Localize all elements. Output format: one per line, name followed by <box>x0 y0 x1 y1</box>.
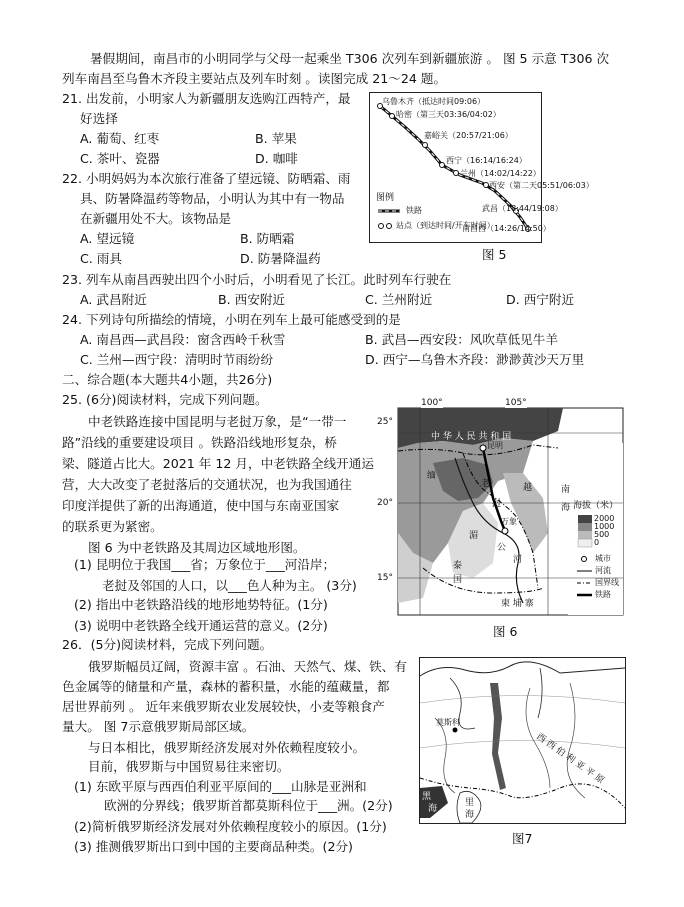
q26-sub-2: (2)简析俄罗斯经济发展对外依赖程度较小的原因。(1分) <box>74 819 387 834</box>
fig6-legend-rail: 铁路 <box>595 590 611 599</box>
fig6-city-vientiane <box>502 528 508 534</box>
q26-sub-3: (3) 推测俄罗斯出口到中国的主要商品种类。(2分) <box>74 839 353 854</box>
station-xian <box>484 183 489 188</box>
q24-option-b: B. 武昌—西安段：风吹草低见牛羊 <box>365 332 558 347</box>
fig6-city-kunming <box>480 445 486 451</box>
fig6-legend-2000 <box>578 515 592 523</box>
fig7-label-caspian-2: 海 <box>465 810 475 820</box>
intro-line-2: 列车南昌至乌鲁木齐段主要站点及列车时刻 。读图完成 21～24 题。 <box>62 71 447 86</box>
fig6-lat-25: 25° <box>377 417 393 427</box>
fig5-legend-rail: 铁路 <box>406 206 422 215</box>
figure-7-russia-map <box>419 657 626 824</box>
q25-sub-1: (1) 昆明位于我国___省；万象位于___河沿岸； <box>74 557 336 572</box>
fig7-label-black-1: 黑 <box>422 792 432 802</box>
fig6-legend-elev-title: 海拔（米） <box>573 501 619 511</box>
fig6-legend-elev-500: 500 <box>594 530 610 539</box>
fig7-label-moscow: 莫斯科 <box>436 718 460 727</box>
fig6-label-nan: 南 <box>561 485 571 495</box>
fig5-label-lanzhou: 兰州（14:02/14:22） <box>460 169 541 178</box>
q25-sub-3: (3) 说明中老铁路全线开通运营的意义。(2分) <box>74 618 328 633</box>
fig7-ural-mountains <box>490 683 506 790</box>
q24-stem: 24. 下列诗句所描绘的情境，小明在列车上最可能感受到的是 <box>62 312 401 327</box>
fig6-lon-100: 100° <box>421 398 443 408</box>
figure-6-caption: 图 6 <box>493 624 518 639</box>
fig6-lat-15: 15° <box>377 573 393 583</box>
q26-sub-1: (1) 东欧平原与西西伯利亚平原间的___山脉是亚洲和 <box>74 779 367 794</box>
q22-stem: 22. 小明妈妈为本次旅行准备了望远镜、防晒霜、雨 <box>62 171 351 186</box>
fig5-label-xining: 西宁（16:14/16:24） <box>446 156 527 165</box>
q23-stem: 23. 列车从南昌西驶出四个小时后，小明看见了长江。此时列车行驶在 <box>62 272 452 287</box>
q26-heading: 26．(5分)阅读材料，完成下列问题。 <box>62 637 273 652</box>
q25-sub-2: (2) 指出中老铁路沿线的地形地势特征。(1分) <box>74 597 328 612</box>
fig6-label-mekong-3: 河 <box>513 555 523 565</box>
station-hami <box>390 114 395 119</box>
fig6-label-vientiane: 万象 <box>501 517 517 526</box>
station-lanzhou <box>454 171 459 176</box>
q23-option-c: C. 兰州附近 <box>365 292 433 307</box>
q23-option-d: D. 西宁附近 <box>506 292 575 307</box>
fig6-label-laos-b: 挝 <box>492 499 502 509</box>
q21-option-c: C. 茶叶、瓷器 <box>80 151 160 166</box>
fig7-label-caspian-1: 里 <box>465 798 475 808</box>
q25-para-3: 梁、隧道占比大。2021 年 12 月，中老铁路全线开通运 <box>62 456 374 471</box>
fig6-legend-elev-2000: 2000 <box>594 514 615 523</box>
q21-stem-cont: 好选择 <box>80 111 118 126</box>
fig6-legend-river: 河流 <box>595 566 611 575</box>
fig5-label-wuchang: 武昌（18:44/19:08） <box>482 204 563 213</box>
q25-sub-1-cont: 老挝及邻国的人口，以___色人种为主。 (3分) <box>102 578 357 593</box>
fig5-label-hami: 哈密（第三天03:36/04:02） <box>396 110 501 119</box>
fig7-label-black-2: 海 <box>428 804 438 814</box>
fig6-label-kunming: 昆明 <box>487 441 503 450</box>
q26-para-1: 俄罗斯幅员辽阔，资源丰富 。石油、天然气、煤、铁、有 <box>88 659 407 674</box>
fig6-legend-city-symbol <box>582 557 587 562</box>
q24-option-a: A. 南昌西—武昌段：窗含西岭千秋雪 <box>80 332 286 347</box>
fig6-lon-105: 105° <box>505 398 527 408</box>
q26-sub-1-cont: 欧洲的分界线；俄罗斯首都莫斯科位于___洲。(2分) <box>104 798 393 813</box>
q25-para-2: 路”沿线的重要建设项目 。铁路沿线地形复杂，桥 <box>62 435 337 450</box>
fig7-city-moscow <box>453 728 458 733</box>
station-xining <box>440 163 445 168</box>
q24-option-c: C. 兰州—西宁段：清明时节雨纷纷 <box>80 352 274 367</box>
fig6-label-hai: 海 <box>561 503 571 513</box>
q26-para-5: 与日本相比，俄罗斯经济发展对外依赖程度较小。 <box>88 740 366 755</box>
fig5-label-urumqi: 乌鲁木齐（抵达时间09:06） <box>382 97 486 106</box>
q21-option-d: D. 咖啡 <box>255 151 298 166</box>
fig6-label-laos-a: 老 <box>481 479 491 489</box>
fig6-label-mekong-2: 公 <box>497 543 507 553</box>
fig6-label-mian: 缅 <box>427 471 437 481</box>
fig5-label-nanchangxi: 南昌西（14:26/14:50） <box>462 224 551 233</box>
fig6-lat-20: 20° <box>377 498 393 508</box>
q25-para-6: 的联系更为紧密。 <box>62 519 163 534</box>
q22-option-a: A. 望远镜 <box>80 231 135 246</box>
fig5-legend-station: 站点（到达时间/开车时间） <box>396 221 495 230</box>
q22-option-b: B. 防晒霜 <box>240 231 295 246</box>
fig6-legend-elev-1000: 1000 <box>594 522 615 531</box>
q25-heading: 25. (6分)阅读材料，完成下列问题。 <box>62 392 268 407</box>
fig6-label-yue: 越 <box>523 483 533 493</box>
fig7-map-svg <box>420 658 625 823</box>
q21-option-b: B. 苹果 <box>255 131 297 146</box>
q26-para-2: 色金属等的储量和产量，森林的蓄积量，水能的蕴藏量，都 <box>62 679 390 694</box>
q22-option-c: C. 雨具 <box>80 251 122 266</box>
legend-station-symbol <box>379 224 384 229</box>
q25-para-4: 营，大大改变了老挝落后的交通状况，也为我国通往 <box>62 477 352 492</box>
q21-option-a: A. 葡萄、红枣 <box>80 131 160 146</box>
q26-para-6: 目前，俄罗斯与中国贸易往来密切。 <box>88 759 290 774</box>
fig6-label-cambodia: 柬 埔 寨 <box>501 599 534 609</box>
figure-7-caption: 图7 <box>512 831 533 846</box>
fig6-label-guo: 国 <box>453 575 463 585</box>
q22-stem-cont2: 在新疆用处不大。该物品是 <box>80 211 232 226</box>
q25-para-1: 中老铁路连接中国昆明与老挝万象，是“一带一 <box>88 414 347 429</box>
q21-stem: 21. 出发前，小明家人为新疆朋友选购江西特产，最 <box>62 91 351 106</box>
q26-para-3: 居世界前列 。 近年来俄罗斯农业发展较快，小麦等粮食产 <box>62 699 385 714</box>
section-2-heading: 二、综合题(本大题共4小题，共26分) <box>62 372 273 387</box>
fig6-label-mekong-1: 湄 <box>469 531 479 541</box>
fig5-legend-title: 图例 <box>376 193 395 203</box>
fig5-label-xian: 西安（第二天05:51/06:03） <box>489 181 594 190</box>
figure-6-terrain-map <box>377 398 623 615</box>
q22-option-d: D. 防暑降温药 <box>240 251 321 266</box>
q24-option-d: D. 西宁—乌鲁木齐段：渺渺黄沙天万里 <box>365 352 585 367</box>
fig5-label-jiayuguan: 嘉峪关（20:57/21:06） <box>424 131 513 140</box>
station-jiayuguan <box>423 143 428 148</box>
figure-5-caption: 图 5 <box>482 247 507 262</box>
figure-5-railway-map <box>369 92 594 243</box>
fig6-label-china: 中 华 人 民 共 和 国 <box>431 432 512 442</box>
fig6-legend-border: 国界线 <box>595 578 619 587</box>
fig6-label-tai: 泰 <box>453 561 463 571</box>
fig6-legend-city: 城市 <box>595 554 611 563</box>
q26-para-4: 量大。 图 7示意俄罗斯局部区域。 <box>62 719 255 734</box>
q25-para-7: 图 6 为中老铁路及其周边区域地形图。 <box>88 540 306 555</box>
q23-option-b: B. 西安附近 <box>218 292 286 307</box>
fig7-label-west-siberia: 西 西 伯 利 亚 平 原 <box>534 732 606 787</box>
q25-para-5: 印度洋提供了新的出海通道，使中国与东南亚国家 <box>62 498 340 513</box>
intro-line-1: 暑假期间，南昌市的小明同学与父母一起乘坐 T306 次列车到新疆旅游 。 图 5 示意 T306 次 <box>90 51 610 66</box>
q22-stem-cont: 具、防暑降温药等物品，小明认为其中有一物品 <box>80 191 345 206</box>
q23-option-a: A. 武昌附近 <box>80 292 147 307</box>
fig6-legend-elev-0: 0 <box>594 538 600 547</box>
